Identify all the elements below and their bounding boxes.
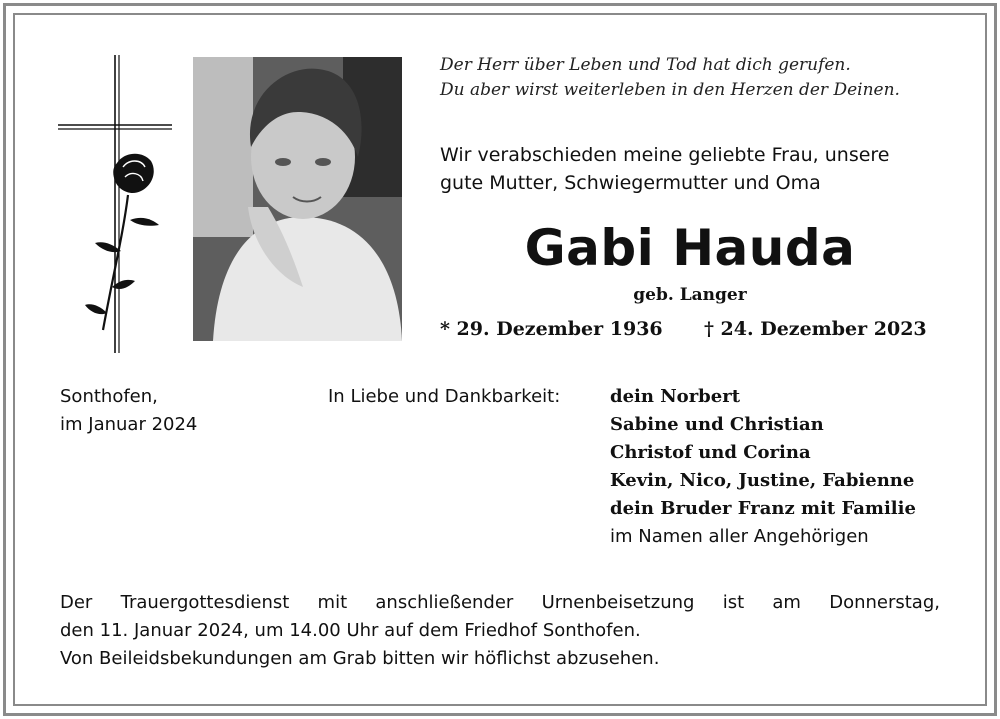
- place-date: [60, 383, 197, 439]
- service-line: Von Beileidsbekundungen am Grab bitten wir höflichst abzusehen.: [60, 648, 660, 669]
- portrait-photo: [193, 57, 402, 341]
- death-date: † 24. Dezember 2023: [704, 318, 927, 340]
- deceased-name: Gabi Hauda: [524, 219, 856, 277]
- intro-text: [440, 141, 960, 197]
- mourner: Christof und Corina: [610, 442, 811, 463]
- mourners-list: [610, 383, 916, 551]
- service-line: Der Trauergottesdienst mit anschließender Urnenbeisetzung ist am Donnerstag,: [60, 592, 940, 613]
- maiden-name: geb. Langer: [633, 285, 747, 305]
- service-line: den 11. Januar 2024, um 14.00 Uhr auf dem Friedhof Sonthofen.: [60, 620, 641, 641]
- date-line: im Januar 2024: [60, 414, 198, 435]
- intro-line: Wir verabschieden meine geliebte Frau, unsere: [440, 144, 890, 166]
- verse: [440, 53, 960, 103]
- service-notice: [60, 589, 940, 673]
- place-line: Sonthofen,: [60, 386, 158, 407]
- verse-line: Du aber wirst weiterleben in den Herzen der Deinen.: [440, 80, 900, 100]
- birth-date: * 29. Dezember 1936: [440, 318, 663, 340]
- cross-rose-icon: [55, 55, 175, 355]
- mourner: dein Bruder Franz mit Familie: [610, 498, 916, 519]
- mourner: dein Norbert: [610, 386, 741, 407]
- mourners-closing: im Namen aller Angehörigen: [610, 526, 869, 547]
- mourner: Sabine und Christian: [610, 414, 824, 435]
- thanks-label: In Liebe und Dankbarkeit:: [328, 386, 561, 407]
- verse-line: Der Herr über Leben und Tod hat dich gerufen.: [440, 55, 851, 75]
- mourner: Kevin, Nico, Justine, Fabienne: [610, 470, 915, 491]
- intro-line: gute Mutter, Schwiegermutter und Oma: [440, 172, 821, 194]
